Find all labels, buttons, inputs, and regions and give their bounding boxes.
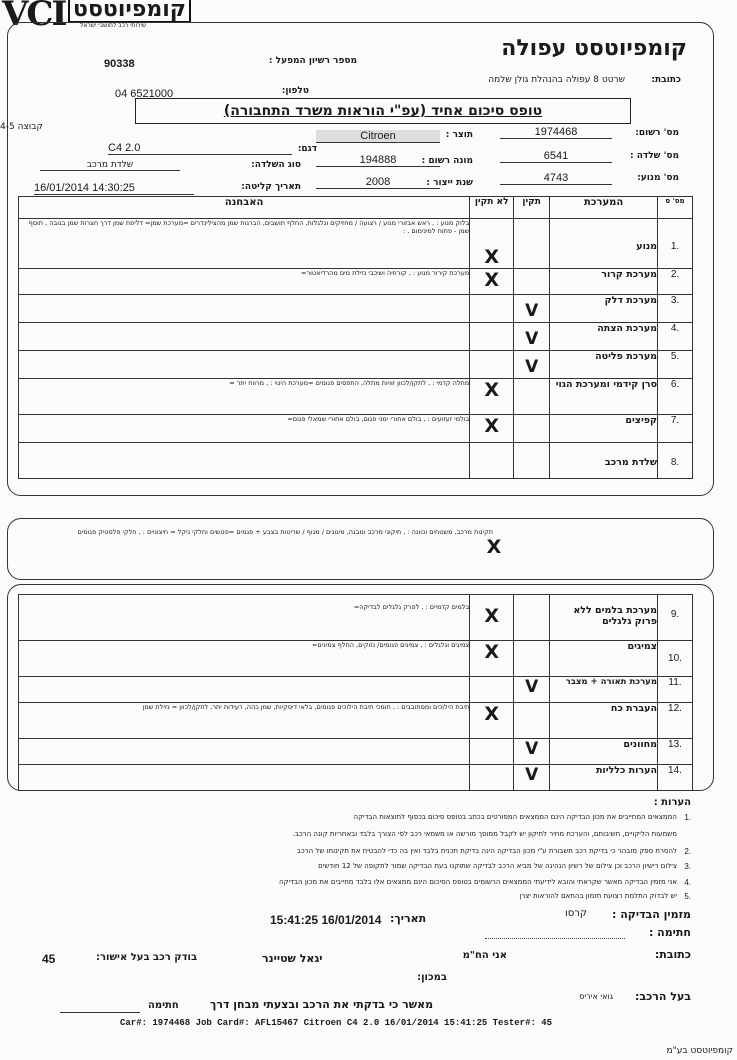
- ok-cell: V: [514, 295, 550, 323]
- table-row: [19, 641, 693, 677]
- header-diagnosis: האבחנה: [19, 197, 470, 219]
- num-cell: 11.: [658, 677, 693, 703]
- ok-cell: V: [514, 323, 550, 351]
- odometer-value: 194888: [316, 154, 440, 167]
- diagnosis-cell: [19, 295, 470, 323]
- form-title-box: [135, 98, 631, 124]
- signature-line: [485, 938, 625, 939]
- license-label: מספר רשיון המפעל :: [268, 56, 357, 66]
- year-label: שנת ייצור :: [426, 178, 473, 188]
- chassis-value: 6541: [500, 150, 612, 163]
- inspector-name: יגאל שטיינר: [262, 952, 323, 965]
- odometer-label: מונה רשום :: [421, 156, 473, 166]
- notok-cell: [470, 739, 514, 765]
- ok-cell: V: [514, 739, 550, 765]
- note-text: משמעות הליקויים, חשיבותם, והערכת מחיר לתיקון יש לקבל ממוסך מורשה או משמאי רכב לפי הצורך בלבד ובאחריות קונה הרכב.: [292, 830, 677, 838]
- diagnosis-cell: [19, 351, 470, 379]
- num-cell: 1.: [658, 219, 693, 269]
- place-label: במכון:: [417, 972, 447, 983]
- num-cell: 14.: [658, 765, 693, 791]
- inspection-table-top: [18, 196, 693, 479]
- table-row: [19, 703, 693, 739]
- system-cell: מחוונים: [550, 739, 658, 765]
- ok-cell: [514, 415, 550, 443]
- address-label: כתובת:: [651, 75, 681, 85]
- notok-cell: [470, 323, 514, 351]
- ok-cell: [514, 641, 550, 677]
- system-cell: מערכת תאורה + מצבר: [550, 677, 658, 703]
- phone-value: 04 6521000: [115, 88, 174, 100]
- date-label: תאריך:: [390, 912, 427, 925]
- diagnosis-cell: [19, 765, 470, 791]
- ok-cell: [514, 269, 550, 295]
- ok-cell: [514, 219, 550, 269]
- diagnosis-cell: מתלה קדמי : , לתקן/לכוון זוויות מתלה, התפסים פגומים =מערכת היגוי : , מרווח יתר =: [19, 379, 470, 415]
- table-row: [19, 269, 693, 295]
- ok-cell: [514, 703, 550, 739]
- table-row: [19, 379, 693, 415]
- note-text: להסרת ספק מובהר כי בדיקת רכב תשבורת ע"י מכון הבדיקה הינה בדיקת תכנית בלבד ואין בה כדי להבטיח את תקינותו של הרכב: [296, 847, 677, 855]
- chassis-label: מס' שלדה :: [630, 151, 679, 161]
- body-notok: X: [486, 536, 502, 558]
- num-cell: 4.: [658, 323, 693, 351]
- ok-cell: V: [514, 351, 550, 379]
- system-cell: מערכת קרור: [550, 269, 658, 295]
- orderer-label: מזמין הבדיקה :: [611, 908, 691, 921]
- owner-label: בעל הרכב:: [634, 990, 691, 1003]
- logo-name: קומפיוטסט: [68, 0, 191, 23]
- signature2-line: [60, 1012, 140, 1013]
- num-cell: 3.: [658, 295, 693, 323]
- form-title: טופס סיכום אחיד (עפ"י הוראות משרד התחבורה): [223, 103, 543, 119]
- reg-label: מס' רשום:: [635, 128, 679, 138]
- header-ok: תקין: [514, 197, 550, 219]
- num-cell: 6.: [658, 379, 693, 415]
- company-name: קומפיוטסט עפולה: [501, 36, 687, 61]
- note-number: 5.: [684, 892, 691, 901]
- note-text: אני מזמין הבדיקה מאשר שקראתי והובא לידיעתי הממצאים הרשומים בטופס הסיכום הינם ממצאים אלו בלבד מחייבים את מכון הבדיקה: [279, 878, 677, 886]
- num-cell: 8.: [658, 443, 693, 479]
- diagnosis-cell: צמיגים וגלגלים : , צמיגים פגומים/ נזוקים, החלף צמיגים=: [19, 641, 470, 677]
- notok-cell: X: [470, 415, 514, 443]
- header-num: מס' ס: [658, 197, 693, 219]
- orderer-value: קרסו: [565, 908, 587, 919]
- diagnosis-cell: [19, 323, 470, 351]
- owner-name: גואי איריס: [579, 992, 613, 1001]
- engine-label: מס' מנוע:: [637, 173, 679, 183]
- signature-label: חתימה :: [648, 926, 691, 939]
- license-number: 90338: [104, 58, 135, 70]
- note-text: צילום רישיון הרכב וכן צילום של רשיון הנהיגה של מביא הרכב לבדיקה שתוקנו בעת הבדיקה שמור לתקופה של 12 חודשים: [318, 862, 677, 870]
- code-line: Car#: 1974468 Job Card#: AFL15467 Citroen C4 2.0 16/01/2014 15:41:25 Tester#: 45: [120, 1018, 553, 1028]
- diagnosis-cell: [19, 739, 470, 765]
- note-number: 2.: [684, 847, 691, 856]
- reg-value: 1974468: [500, 126, 612, 139]
- note-number: 1.: [684, 813, 691, 822]
- table-row: [19, 295, 693, 323]
- table-row: [19, 351, 693, 379]
- approver-label: בודק רכב בעל אישור:: [96, 952, 198, 963]
- diagnosis-cell: [19, 443, 470, 479]
- model-value: C4 2.0: [108, 142, 292, 155]
- notok-cell: X: [470, 219, 514, 269]
- notok-cell: [470, 443, 514, 479]
- logo-vci: VCI: [2, 0, 66, 34]
- diagnosis-cell: מערכת קירור מנוע : , קורוזיה ושיכבי נזילת מים מהרדיאטור=: [19, 269, 470, 295]
- num-cell: 5.: [658, 351, 693, 379]
- received-label: תאריך קליטה:: [241, 182, 301, 192]
- system-cell: מנוע: [550, 219, 658, 269]
- table-row: [19, 415, 693, 443]
- ok-cell: V: [514, 765, 550, 791]
- inspection-table-bottom: [18, 594, 693, 791]
- notok-cell: X: [470, 703, 514, 739]
- body-diagnosis: תקינות מרכב, משטחים וכוונה : , תיקוני מרכב ומבנה, מיגונים / מגוף / שריטות בצבע + פגמים =פנושים וחלקי ניקל = חיצוניים : , חלקי פלסטיק פגומים: [77, 528, 493, 536]
- system-cell: מערכת הצתה: [550, 323, 658, 351]
- table-row: [19, 595, 693, 641]
- diagnosis-cell: בולמי זעזועים : , בולם אחורי ימני פגום, בולם אחורי שמאלי פגום=: [19, 415, 470, 443]
- date-value: 15:41:25 16/01/2014: [270, 913, 382, 927]
- system-cell: קפיצים: [550, 415, 658, 443]
- ok-cell: [514, 443, 550, 479]
- notok-cell: X: [470, 641, 514, 677]
- model-label: דגם:: [297, 144, 317, 154]
- chassis-type-label: סוג השלדה:: [251, 160, 301, 170]
- system-cell: מערכת פליטה: [550, 351, 658, 379]
- table-row: [19, 323, 693, 351]
- table-row: [19, 219, 693, 269]
- notok-cell: X: [470, 379, 514, 415]
- table-row: [19, 765, 693, 791]
- ok-cell: [514, 379, 550, 415]
- system-cell: שלדת מרכב: [550, 443, 658, 479]
- year-value: 2008: [316, 176, 440, 189]
- table-row: [19, 677, 693, 703]
- note-number: 3.: [684, 862, 691, 871]
- engine-value: 4743: [500, 172, 612, 185]
- notok-cell: [470, 765, 514, 791]
- notok-cell: [470, 677, 514, 703]
- diagnosis-cell: [19, 677, 470, 703]
- maker-value: Citroen: [316, 130, 440, 143]
- group-label: קבוצה 4-5: [0, 122, 43, 132]
- chassis-type-value: שלדת מרכב: [40, 160, 180, 171]
- approver-number: 45: [42, 952, 56, 966]
- diagnosis-cell: בלוק מנוע : , ראש אבזורי מנוע / רצועה / מחזיקים וגלגלות, החלף תושבים, הברגות שמן מהצילינדרים =מערכת שמן= דליפת שמן דרך חצרות שמן בגובה , תוסף שמן - פתוח למינימום , :: [19, 219, 470, 269]
- notok-cell: [470, 295, 514, 323]
- i-label: אני הח"מ: [462, 950, 507, 961]
- system-cell: סרן קידמי ומערכת הגוי: [550, 379, 658, 415]
- num-cell: 2.: [658, 269, 693, 295]
- note-number: 4.: [684, 878, 691, 887]
- ok-cell: V: [514, 677, 550, 703]
- num-cell: 7.: [658, 415, 693, 443]
- logo-tagline: שירותי רכב לתושבי ישראל: [80, 22, 147, 29]
- system-cell: הערות כלליות: [550, 765, 658, 791]
- notok-cell: X: [470, 595, 514, 641]
- diagnosis-cell: תיבת הילוכים ומסתובבים : , תומכי תיבת הילוכים פגומים, בלאי דיסקיות, שמן כהה, רעידות יתר, לתקן/לכוון = נזילת שמן: [19, 703, 470, 739]
- table-row: [19, 443, 693, 479]
- num-cell: 13.: [658, 739, 693, 765]
- system-cell: מערכת בלמים ללא פרוק גלגלים: [550, 595, 658, 641]
- system-cell: העברת כח: [550, 703, 658, 739]
- received-value: 16/01/2014 14:30:25: [34, 182, 194, 195]
- system-cell: מערכת דלק: [550, 295, 658, 323]
- notok-cell: [470, 351, 514, 379]
- notok-cell: X: [470, 269, 514, 295]
- table-row: [19, 739, 693, 765]
- note-text: הממצאים המחייבים את מכון הבדיקה הינם הממצאים המפורטים בכתב בטופס סיכום בכפוף לתוצאות הבדיקה: [353, 813, 677, 821]
- system-cell: צמיגים: [550, 641, 658, 677]
- signature2-label: חתימה: [148, 1000, 179, 1011]
- diagnosis-cell: בלמים קדמיים : , לפרק גלגלים לבדיקה=: [19, 595, 470, 641]
- num-cell: 12.: [658, 703, 693, 739]
- notes-title: הערות :: [653, 797, 691, 808]
- confirm-text: מאשר כי בדקתי את הרכב ובצעתי מבחן דרך: [210, 998, 434, 1011]
- footer-brand: קומפיוטסט בע"מ: [666, 1046, 733, 1056]
- ok-cell: [514, 595, 550, 641]
- num-cell: 9.: [658, 595, 693, 641]
- phone-label: טלפון:: [281, 86, 309, 96]
- address-value: שרטט 8 עפולה בהנהלת גולן שלמה: [488, 75, 625, 85]
- note-text: יש לבדוק התלמת רצועת תזמון בהתאם להוראות יצרן: [519, 892, 677, 900]
- maker-label: תוצר :: [445, 130, 473, 140]
- header-system: המערכת: [550, 197, 658, 219]
- address-label-footer: כתובת:: [654, 948, 691, 961]
- header-notok: לא תקין: [470, 197, 514, 219]
- num-cell: 10.: [658, 641, 693, 677]
